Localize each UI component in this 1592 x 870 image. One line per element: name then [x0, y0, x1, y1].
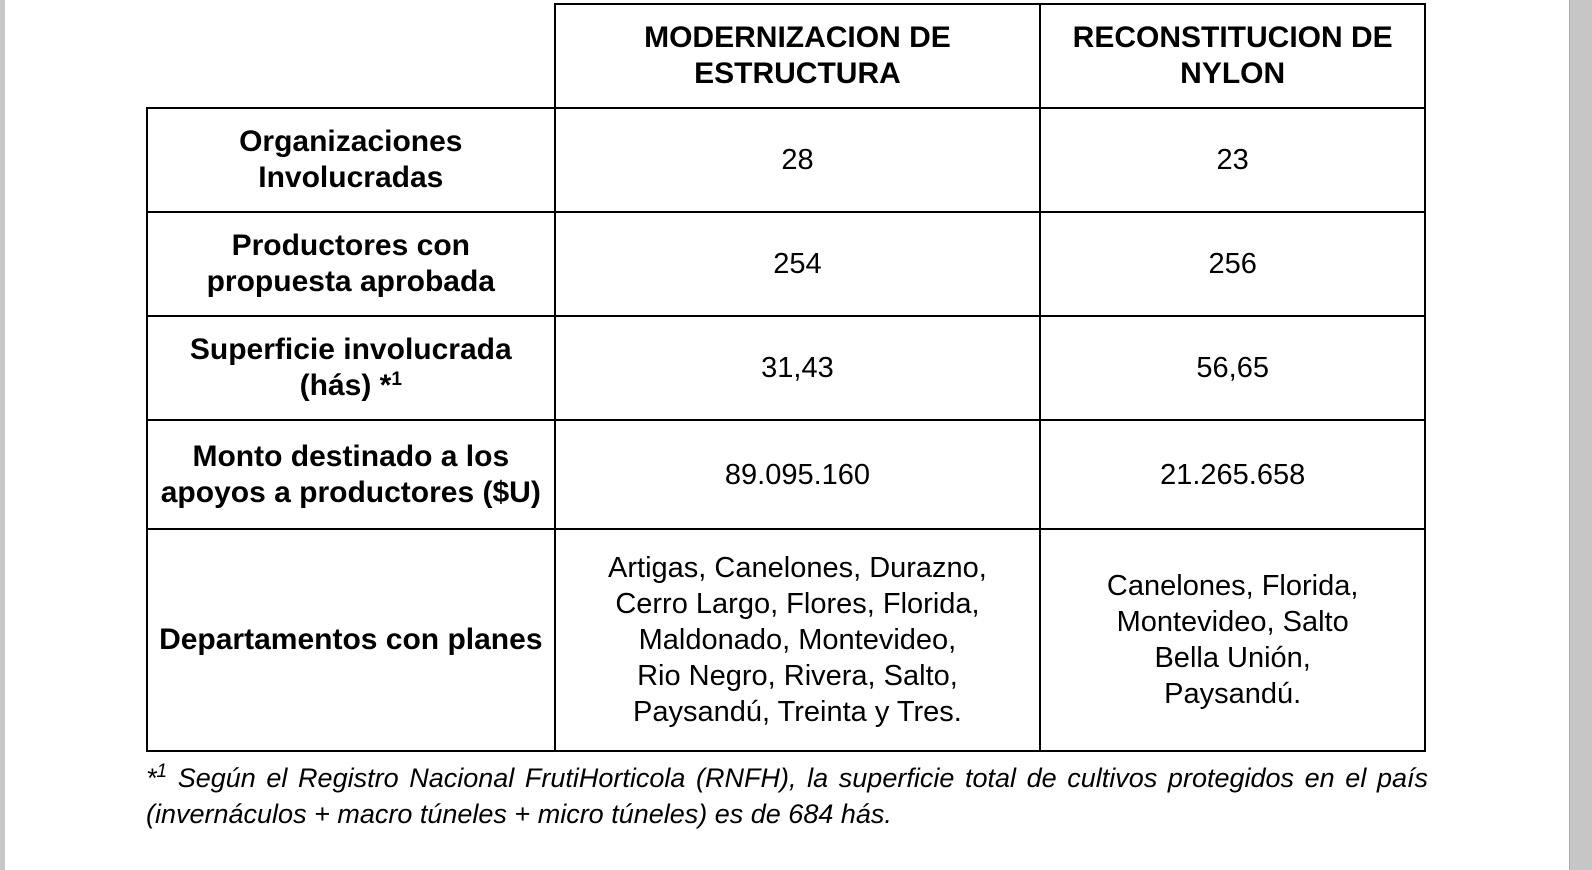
document-page: [5, 0, 1569, 870]
table-cell: 31,43: [555, 316, 1041, 420]
column-header-reconstitucion: RECONSTITUCION DE NYLON: [1040, 4, 1425, 108]
row-label: Superficie involucrada (hás): [189, 333, 512, 402]
table-cell-departamentos: Artigas, Canelones, Durazno, Cerro Largo, Flores, Florida, Maldonado, Montevideo, Rio Negro, Rivera, Salto, Paysandú, Treinta y Tres.: [555, 529, 1041, 751]
table-row: [147, 420, 1425, 529]
row-label: Productores con propuesta aprobada: [147, 212, 555, 316]
empty-corner-cell: [147, 4, 555, 108]
column-header-modernizacion: MODERNIZACION DE ESTRUCTURA: [555, 4, 1041, 108]
table-cell: 56,65: [1040, 316, 1425, 420]
data-table: [146, 3, 1426, 752]
table-cell: 256: [1040, 212, 1425, 316]
row-label: Departamentos con planes: [147, 529, 555, 751]
footnote-number: 1: [391, 369, 402, 390]
table-cell: 254: [555, 212, 1041, 316]
row-label: Organizaciones Involucradas: [147, 108, 555, 212]
footnote-mark: *: [379, 369, 392, 402]
table-cell: 89.095.160: [555, 420, 1041, 529]
table-row: [147, 316, 1425, 420]
footnote-mark: *: [146, 763, 157, 793]
table-cell: 28: [555, 108, 1041, 212]
table-row: [147, 108, 1425, 212]
row-label-superficie: [147, 316, 555, 420]
table-cell-departamentos: Canelones, Florida, Montevideo, Salto Bella Unión, Paysandú.: [1040, 529, 1425, 751]
footnote-number: 1: [156, 761, 168, 782]
table-row: [147, 529, 1425, 751]
row-label: Monto destinado a los apoyos a productores ($U): [147, 420, 555, 529]
table-row: [147, 212, 1425, 316]
table-cell: 21.265.658: [1040, 420, 1425, 529]
table-cell: 23: [1040, 108, 1425, 212]
viewer-scrollbar-track[interactable]: [1569, 0, 1592, 870]
footnote-text: Según el Registro Nacional FrutiHorticola (RNFH), la superficie total de cultivos protegidos en el país (invernáculos + macro túneles + micro túneles) es de 684 hás.: [146, 763, 1428, 829]
table-header-row: [147, 4, 1425, 108]
footnote: [146, 760, 1428, 832]
